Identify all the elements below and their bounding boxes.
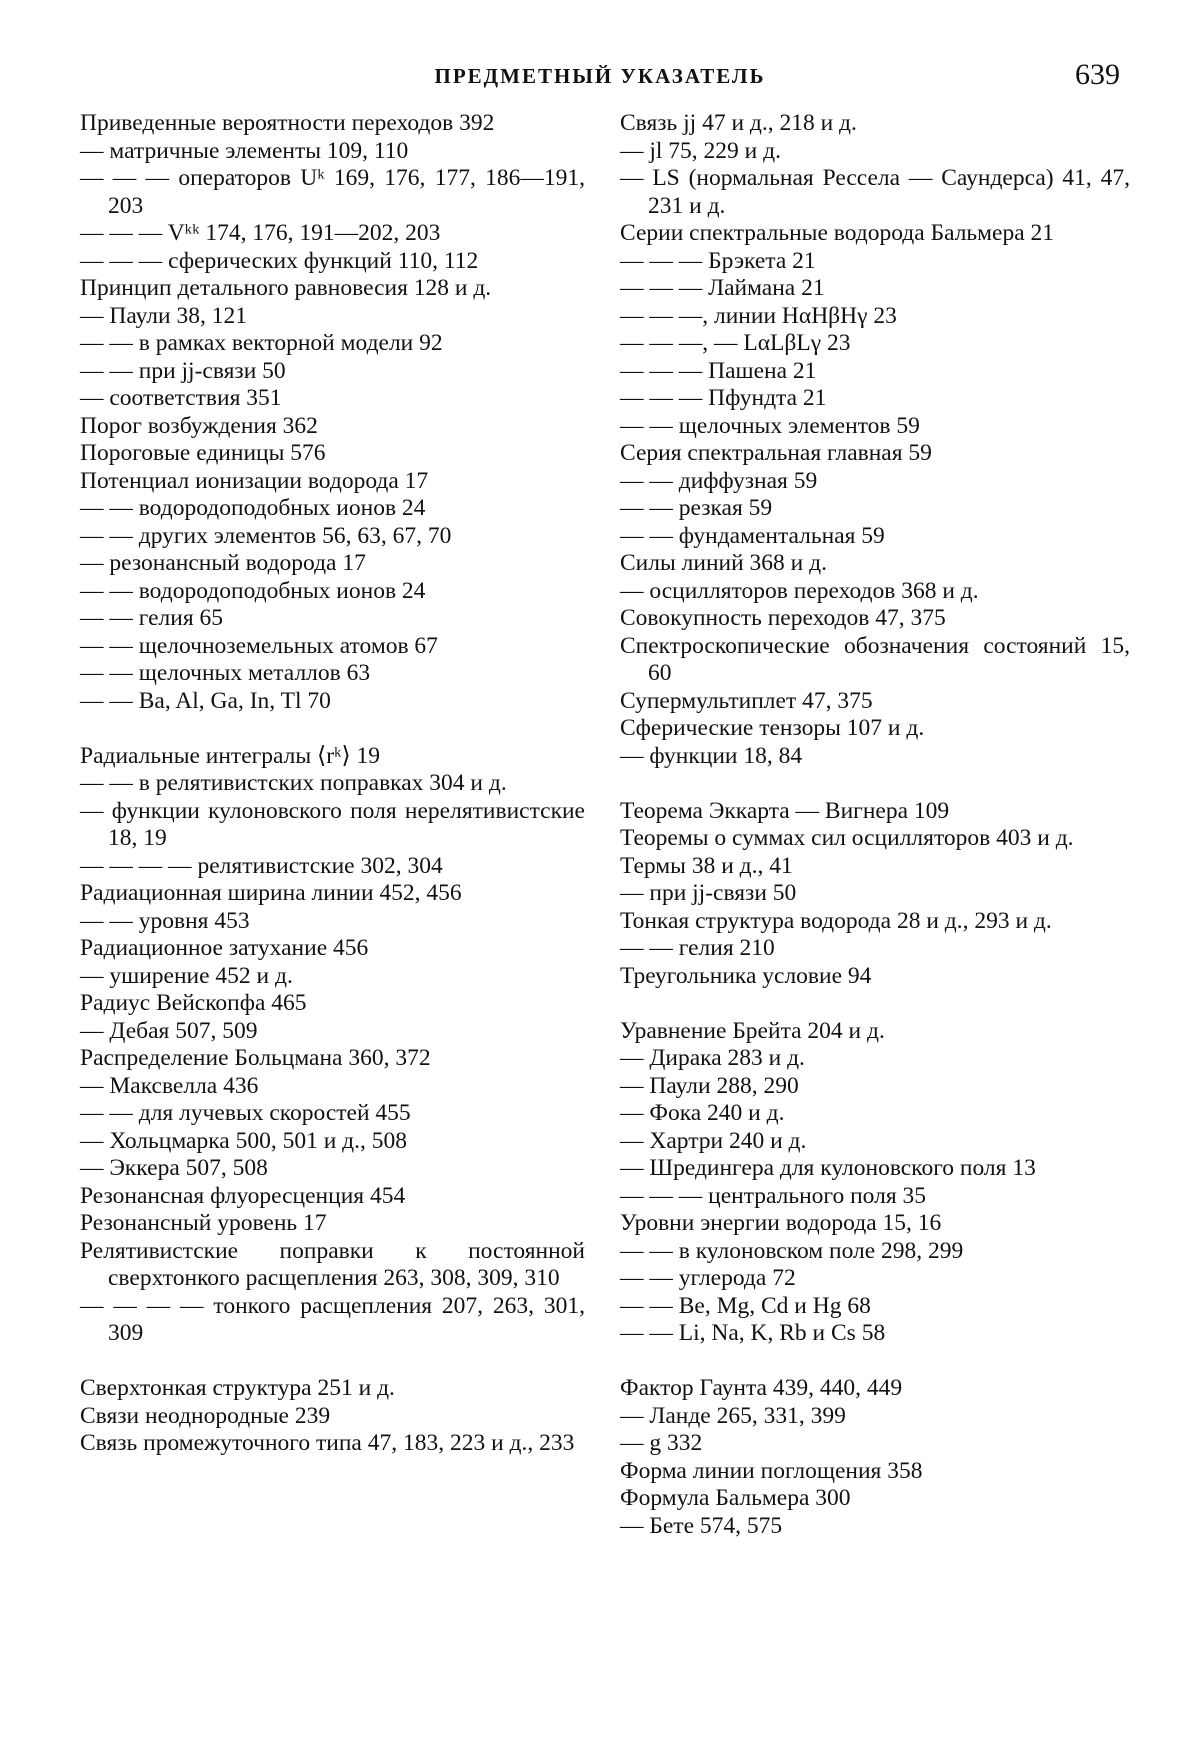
index-entry: Связь промежуточного типа 47, 183, 223 и д., 233 [80, 1430, 575, 1456]
section-gap [80, 715, 585, 743]
index-entry: — — — Пашена 21 [620, 357, 817, 384]
index-entry: Теоремы о суммах сил осцилляторов 403 и д. [620, 825, 1074, 851]
index-entry: — резонансный водорода 17 [80, 550, 366, 576]
index-entry: — Фока 240 и д. [620, 1100, 785, 1126]
index-entry: — — уровня 453 [80, 907, 250, 934]
index-entry: Резонансный уровень 17 [80, 1210, 327, 1236]
index-entry: — — — сферических функций 110, 112 [80, 247, 479, 274]
index-entry: — — при jj-связи 50 [80, 357, 286, 384]
index-entry: — при jj-связи 50 [620, 880, 797, 906]
section-gap [80, 1348, 585, 1376]
index-entry: Принцип детального равновесия 128 и д. [80, 275, 492, 301]
index-entry: — матричные элементы 109, 110 [80, 137, 409, 164]
page-header [80, 58, 1120, 98]
index-entry: Уравнение Брейта 204 и д. [620, 1017, 885, 1044]
index-entry: Потенциал ионизации водорода 17 [80, 467, 429, 494]
index-entry: Серия спектральная главная 59 [620, 440, 932, 466]
index-entry: — — Be, Mg, Cd и Hg 68 [620, 1292, 871, 1319]
index-entry: — — — операторов Uᵏ 169, 176, 177, 186—191, 203 [80, 165, 585, 219]
index-entry: Порог возбуждения 362 [80, 412, 318, 439]
index-entry: — — в рамках векторной модели 92 [80, 330, 443, 356]
index-entry: — — — — тонкого расщепления 207, 263, 301, 309 [80, 1292, 585, 1346]
index-entry: — — гелия 65 [80, 605, 223, 631]
index-entry: — уширение 452 и д. [80, 962, 293, 989]
index-entry: Радиальные интегралы ⟨rᵏ⟩ 19 [80, 742, 381, 769]
index-entry: — — —, — LαLβLγ 23 [620, 330, 851, 356]
index-entry: Фактор Гаунта 439, 440, 449 [620, 1375, 903, 1401]
section-gap [620, 1348, 1130, 1376]
index-entry: Сферические тензоры 107 и д. [620, 715, 925, 741]
index-entry: — Максвелла 436 [80, 1072, 259, 1099]
index-entry: — — в кулоновском поле 298, 299 [620, 1237, 964, 1264]
index-entry: Супермультиплет 47, 375 [620, 687, 873, 714]
index-entry: — функции 18, 84 [620, 742, 803, 769]
index-entry: Спектроскопические обозначения состояний 15, 60 [620, 632, 1130, 686]
index-entry: Резонансная флуоресценция 454 [80, 1182, 406, 1209]
index-entry: — — Ba, Al, Ga, In, Tl 70 [80, 687, 331, 714]
index-entry: — Эккера 507, 508 [80, 1155, 268, 1181]
index-entry: — g 332 [620, 1430, 703, 1456]
index-entry: — — — — релятивистские 302, 304 [80, 852, 443, 879]
index-entry: Связь jj 47 и д., 218 и д. [620, 110, 857, 136]
index-entry: — Дебая 507, 509 [80, 1017, 258, 1044]
index-entry: — — —, линии HαHβHγ 23 [620, 302, 897, 329]
page-number: 639 [1075, 58, 1120, 91]
index-entry: — Дирака 283 и д. [620, 1045, 805, 1071]
index-entry: — — — Vᵏᵏ 174, 176, 191—202, 203 [80, 220, 441, 246]
index-entry: Формула Бальмера 300 [620, 1485, 851, 1511]
index-entry: — — водородоподобных ионов 24 [80, 577, 426, 604]
index-entry: — — — Лаймана 21 [620, 275, 825, 301]
index-entry: Совокупность переходов 47, 375 [620, 605, 946, 631]
index-entry: Серии спектральные водорода Бальмера 21 [620, 220, 1055, 246]
index-entry: — — водородоподобных ионов 24 [80, 495, 426, 521]
index-entry: — Хольцмарка 500, 501 и д., 508 [80, 1127, 407, 1154]
index-entry: — Паули 38, 121 [80, 302, 247, 329]
index-entry: — Паули 288, 290 [620, 1072, 799, 1099]
index-entry: — — углерода 72 [620, 1265, 796, 1291]
index-entry: — Шредингера для кулоновского поля 13 [620, 1155, 1036, 1181]
index-entry: Радиус Вейскопфа 465 [80, 990, 307, 1016]
index-entry: Пороговые единицы 576 [80, 440, 326, 466]
index-entry: Сверхтонкая структура 251 и д. [80, 1375, 395, 1401]
index-entry: Силы линий 368 и д. [620, 550, 827, 576]
index-entry: — — щелочноземельных атомов 67 [80, 632, 438, 659]
index-entry: — осцилляторов переходов 368 и д. [620, 577, 979, 604]
index-entry: — функции кулоновского поля нерелятивистские 18, 19 [80, 797, 585, 851]
index-entry: — — — Брэкета 21 [620, 247, 816, 274]
index-entry: — — для лучевых скоростей 455 [80, 1100, 411, 1126]
index-entry: — — щелочных элементов 59 [620, 412, 920, 439]
index-entry: — — щелочных металлов 63 [80, 660, 371, 686]
running-title: ПРЕДМЕТНЫЙ УКАЗАТЕЛЬ [434, 64, 766, 88]
index-entry: — Хартри 240 и д. [620, 1127, 807, 1154]
index-entry: — — диффузная 59 [620, 467, 818, 494]
index-entry: — Ланде 265, 331, 399 [620, 1402, 846, 1429]
index-entry: Тонкая структура водорода 28 и д., 293 и д. [620, 907, 1052, 934]
index-entry: — соответствия 351 [80, 385, 282, 411]
index-entry: Релятивистские поправки к постоянной сверхтонкого расщепления 263, 308, 309, 310 [80, 1237, 585, 1291]
index-entry: — — — центрального поля 35 [620, 1182, 927, 1209]
index-entry: Радиационное затухание 456 [80, 935, 369, 961]
index-column-right [620, 110, 1130, 1540]
index-entry: — — фундаментальная 59 [620, 522, 885, 549]
index-entry: Форма линии поглощения 358 [620, 1457, 923, 1484]
section-gap [620, 770, 1130, 798]
index-entry: Треугольника условие 94 [620, 962, 872, 989]
index-column-left [80, 110, 585, 1458]
index-entry: — — Li, Na, K, Rb и Cs 58 [620, 1320, 886, 1346]
index-entry: — — в релятивистских поправках 304 и д. [80, 770, 507, 796]
index-entry: Радиационная ширина линии 452, 456 [80, 880, 462, 906]
index-entry: — LS (нормальная Рессела — Саундерса) 41, 47, 231 и д. [620, 165, 1130, 219]
index-entry: — — резкая 59 [620, 495, 773, 521]
index-entry: — — гелия 210 [620, 935, 775, 961]
index-entry: Уровни энергии водорода 15, 16 [620, 1210, 942, 1236]
index-entry: Связи неоднородные 239 [80, 1402, 331, 1429]
index-entry: — Бете 574, 575 [620, 1512, 783, 1539]
index-entry: — — других элементов 56, 63, 67, 70 [80, 522, 452, 549]
section-gap [620, 990, 1130, 1018]
index-entry: Термы 38 и д., 41 [620, 852, 793, 879]
index-entry: — jl 75, 229 и д. [620, 137, 781, 164]
index-entry: Приведенные вероятности переходов 392 [80, 110, 495, 136]
index-entry: Теорема Эккарта — Вигнера 109 [620, 797, 950, 824]
index-entry: Распределение Больцмана 360, 372 [80, 1045, 431, 1071]
index-entry: — — — Пфундта 21 [620, 385, 827, 411]
